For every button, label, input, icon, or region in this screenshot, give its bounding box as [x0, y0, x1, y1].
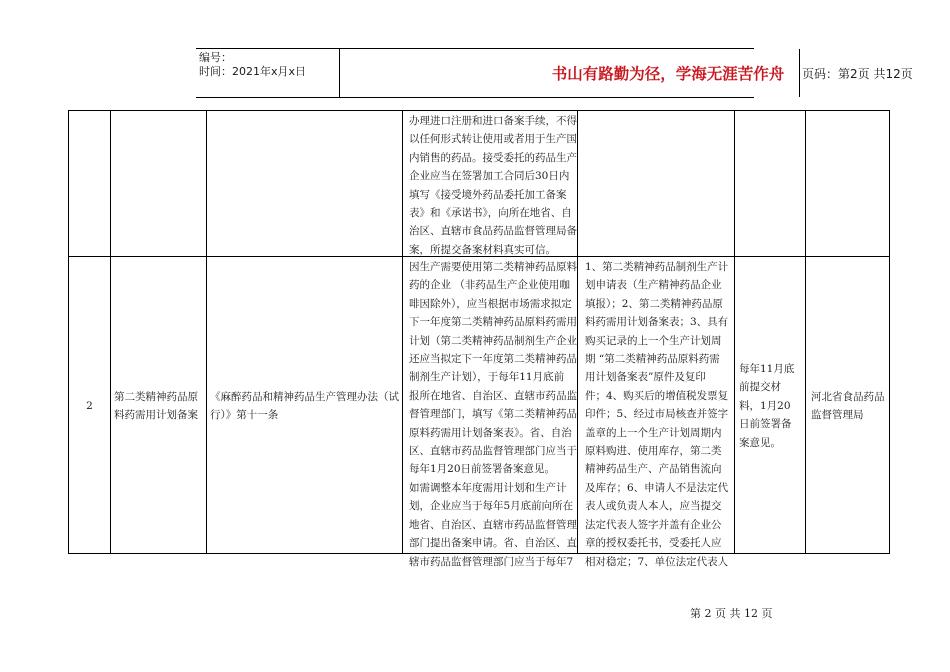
page-header: [196, 48, 913, 98]
row2-deadline-cell: [739, 257, 805, 555]
table-column-divider: [206, 111, 207, 553]
header-page-number: 页码：第2页 共12页: [802, 66, 913, 81]
header-motto: 书山有路勤为径，学海无涯苦作舟: [537, 49, 800, 97]
row2-deadline: 每年11月底 前提交材 料，1月20 日前签署备 案意见。: [739, 362, 795, 449]
document-number-label: 编号：: [199, 51, 232, 64]
row2-item-cell: [114, 257, 206, 555]
table-column-divider: [577, 111, 578, 553]
row2-content-cell: 因生产需要使用第二类精神药品原料 药的企业 （非药品生产企业使用咖 啡因除外），应当根据市场需求拟定 下一年度第二类精神药品原料药需用 计划（第二类精神药品制剂生产企业 还应当拟定下一年度第二类精神药品 制剂生产计划），于每年11月底前 报所在地省、自治区、直辖市药品监 督管理部门，填写《第二类精神药品 原料药需用计划备案表》。省、自治 区、直辖市药品监督管理部门应当于 每年1月20日前签署备案意见。 如需调整本年度需用计划和生产计 划，企业应当于每年5月底前向所在 地省、自治区、直辖市药品监督管理 部门提出备案申请。省、自治区、直 辖市药品监督管理部门应当于每年7: [409, 261, 577, 568]
page-footer: 第 2 页 共 12 页: [690, 607, 773, 620]
row2-legal-basis: 《麻醉药品和精神药品生产管理办法（试 行）》第十一条: [210, 390, 399, 421]
document-date-label: 时间：2021年x月x日: [199, 65, 307, 78]
row2-materials-cell: 1、第二类精神药品制剂生产计 划申请表（生产精神药品企业 填报）；2、第二类精神药品原 料药需用计划备案表；3、具有 购买记录的上一个生产计划周 期 “第二类精神药品原料药需 用计划备案表”原件及复印 件；4、购买后的增值税发票复 印件；5、经过市局核查并签字 盖章的上一个生产计划周期内 原料购进、使用库存，第二类 精神药品生产、产品销售流向 及库存；6、申请人不是法定代 表人或负责人本人，应当提交 法定代表人签字并盖有企业公 章的授权委托书，受委托人应 相对稳定；7、单位法定代表人: [585, 261, 729, 568]
row2-authority-cell: [811, 257, 891, 555]
approval-items-table: [68, 110, 890, 568]
row1-content-cell: 办理进口注册和进口备案手续，不得 以任何形式转让使用或者用于生产国 内销售的药品。接受委托的药品生产 企业应当在签署加工合同后30日内 填写《接受境外药品委托加工备案 表》和《承诺书》，向所在地省、自 治区、直辖市食品药品监督管理局备 案，所提交备案材料真实可信。: [409, 115, 577, 256]
row2-item-name: 第二类精神药品原 料药需用计划备案: [114, 390, 198, 421]
table-column-divider: [110, 111, 111, 553]
row2-number: 2: [86, 399, 93, 412]
header-meta: [199, 51, 337, 95]
table-column-divider: [805, 111, 806, 553]
row2-authority: 河北省食品药品 监督管理局: [811, 390, 885, 421]
row2-number-cell: [69, 257, 110, 555]
row2-basis-cell: [210, 257, 402, 555]
table-column-divider: [402, 111, 403, 553]
